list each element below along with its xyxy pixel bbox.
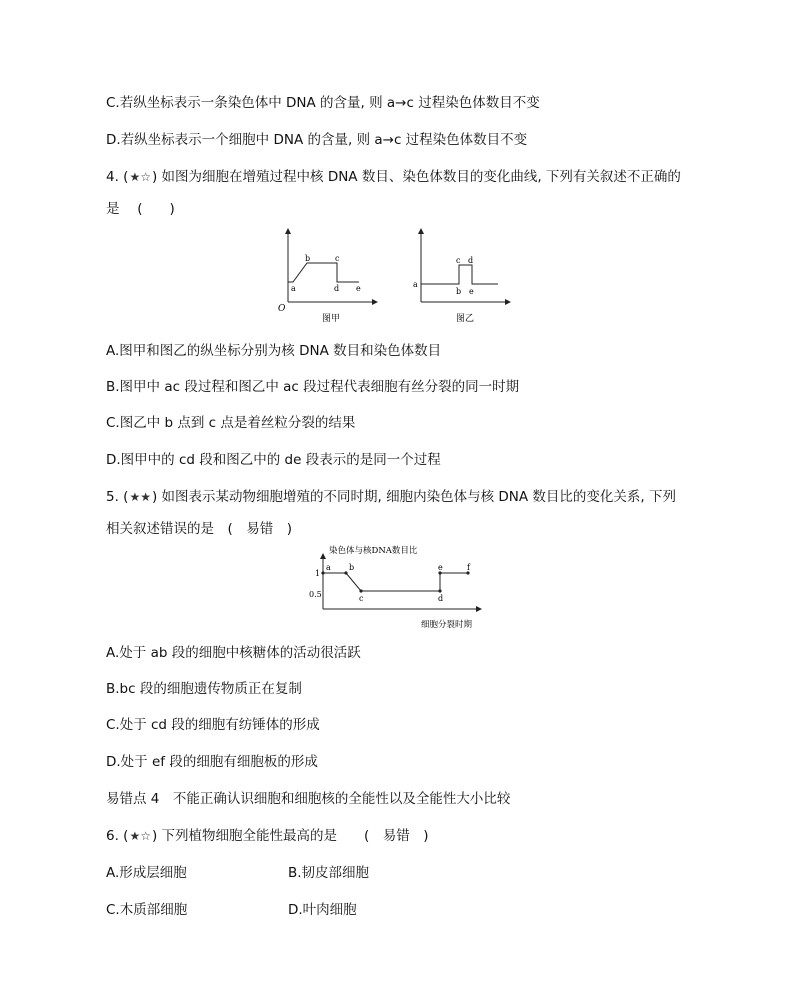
- difficulty-star-icon: ★☆: [129, 829, 151, 843]
- ratio-chart: [303, 543, 493, 633]
- q6-option-c: C.木质部细胞: [106, 902, 188, 918]
- q4-option-a: A.图甲和图乙的纵坐标分别为核 DNA 数目和染色体数目: [106, 343, 442, 359]
- question-4: [106, 168, 681, 186]
- yi-point-a: a: [413, 280, 418, 289]
- difficulty-star-icon: ★☆: [129, 170, 151, 184]
- q4-text: ) 如图为细胞在增殖过程中核 DNA 数目、染色体数目的变化曲线, 下列有关叙述不正确的: [151, 169, 681, 185]
- point-c: [359, 589, 362, 592]
- jia-point-b: b: [305, 254, 311, 263]
- point-d: [438, 589, 441, 592]
- jia-point-a: a: [291, 284, 296, 293]
- jia-caption: 图甲: [322, 314, 341, 324]
- point-label-d: d: [438, 594, 444, 603]
- y-tick-0.5: 0.5: [309, 590, 322, 599]
- q5-option-c: C.处于 cd 段的细胞有纺锤体的形成: [106, 717, 320, 733]
- yi-point-d: d: [468, 256, 474, 265]
- q5-option-a: A.处于 ab 段的细胞中核糖体的活动很活跃: [106, 645, 361, 661]
- difficulty-star-icon: ★★: [129, 490, 151, 504]
- question-4-cont: 是 ( ): [106, 201, 175, 217]
- yi-point-c: c: [456, 256, 461, 265]
- jia-point-e: e: [356, 284, 361, 293]
- ratio-series-line: [323, 573, 468, 591]
- chart-ylabel: 染色体与核DNA数目比: [329, 546, 418, 556]
- q4-option-d: D.图甲中的 cd 段和图乙中的 de 段表示的是同一个过程: [106, 452, 441, 468]
- question-5-cont: 相关叙述错误的是 ( 易错 ): [106, 521, 293, 537]
- point-label-b: b: [349, 563, 355, 572]
- q5-option-b: B.bc 段的细胞遗传物质正在复制: [106, 681, 302, 697]
- jia-origin: O: [278, 304, 286, 314]
- q4-option-c: C.图乙中 b 点到 c 点是着丝粒分裂的结果: [106, 415, 356, 431]
- figure-yi: [408, 225, 518, 325]
- option-c-prev: C.若纵坐标表示一条染色体中 DNA 的含量, 则 a→c 过程染色体数目不变: [106, 95, 540, 111]
- yi-caption: 图乙: [456, 314, 475, 324]
- point-label-f: f: [467, 563, 470, 572]
- q6-option-a: A.形成层细胞: [106, 865, 187, 881]
- point-b: [344, 571, 347, 574]
- q5-text: ) 如图表示某动物细胞增殖的不同时期, 细胞内染色体与核 DNA 数目比的变化关系, 下列: [151, 489, 677, 505]
- question-5: [106, 488, 676, 506]
- figure-jia: [275, 225, 385, 325]
- yi-point-b: b: [456, 287, 462, 296]
- q6-number: 6. (: [106, 828, 129, 844]
- point-label-c: c: [359, 594, 364, 603]
- q6-text: ) 下列植物细胞全能性最高的是 ( 易错 ): [151, 828, 429, 844]
- jia-point-d: d: [334, 284, 340, 293]
- question-6: [106, 827, 429, 845]
- q6-option-b: B.韧皮部细胞: [288, 865, 370, 881]
- q4-number: 4. (: [106, 169, 129, 185]
- q5-number: 5. (: [106, 489, 129, 505]
- q4-option-b: B.图甲中 ac 段过程和图乙中 ac 段过程代表细胞有丝分裂的同一时期: [106, 379, 520, 395]
- section-heading: 易错点 4 不能正确认识细胞和细胞核的全能性以及全能性大小比较: [106, 791, 511, 807]
- yi-point-e: e: [469, 287, 474, 296]
- point-label-e: e: [438, 563, 443, 572]
- jia-point-c: c: [335, 254, 340, 263]
- point-label-a: a: [326, 563, 331, 572]
- q5-option-d: D.处于 ef 段的细胞有细胞板的形成: [106, 754, 318, 770]
- point-a: [321, 571, 324, 574]
- y-tick-1: 1: [315, 569, 321, 578]
- chart-xlabel: 细胞分裂时期: [421, 620, 473, 630]
- q6-option-d: D.叶肉细胞: [288, 902, 357, 918]
- option-d-prev: D.若纵坐标表示一个细胞中 DNA 的含量, 则 a→c 过程染色体数目不变: [106, 132, 528, 148]
